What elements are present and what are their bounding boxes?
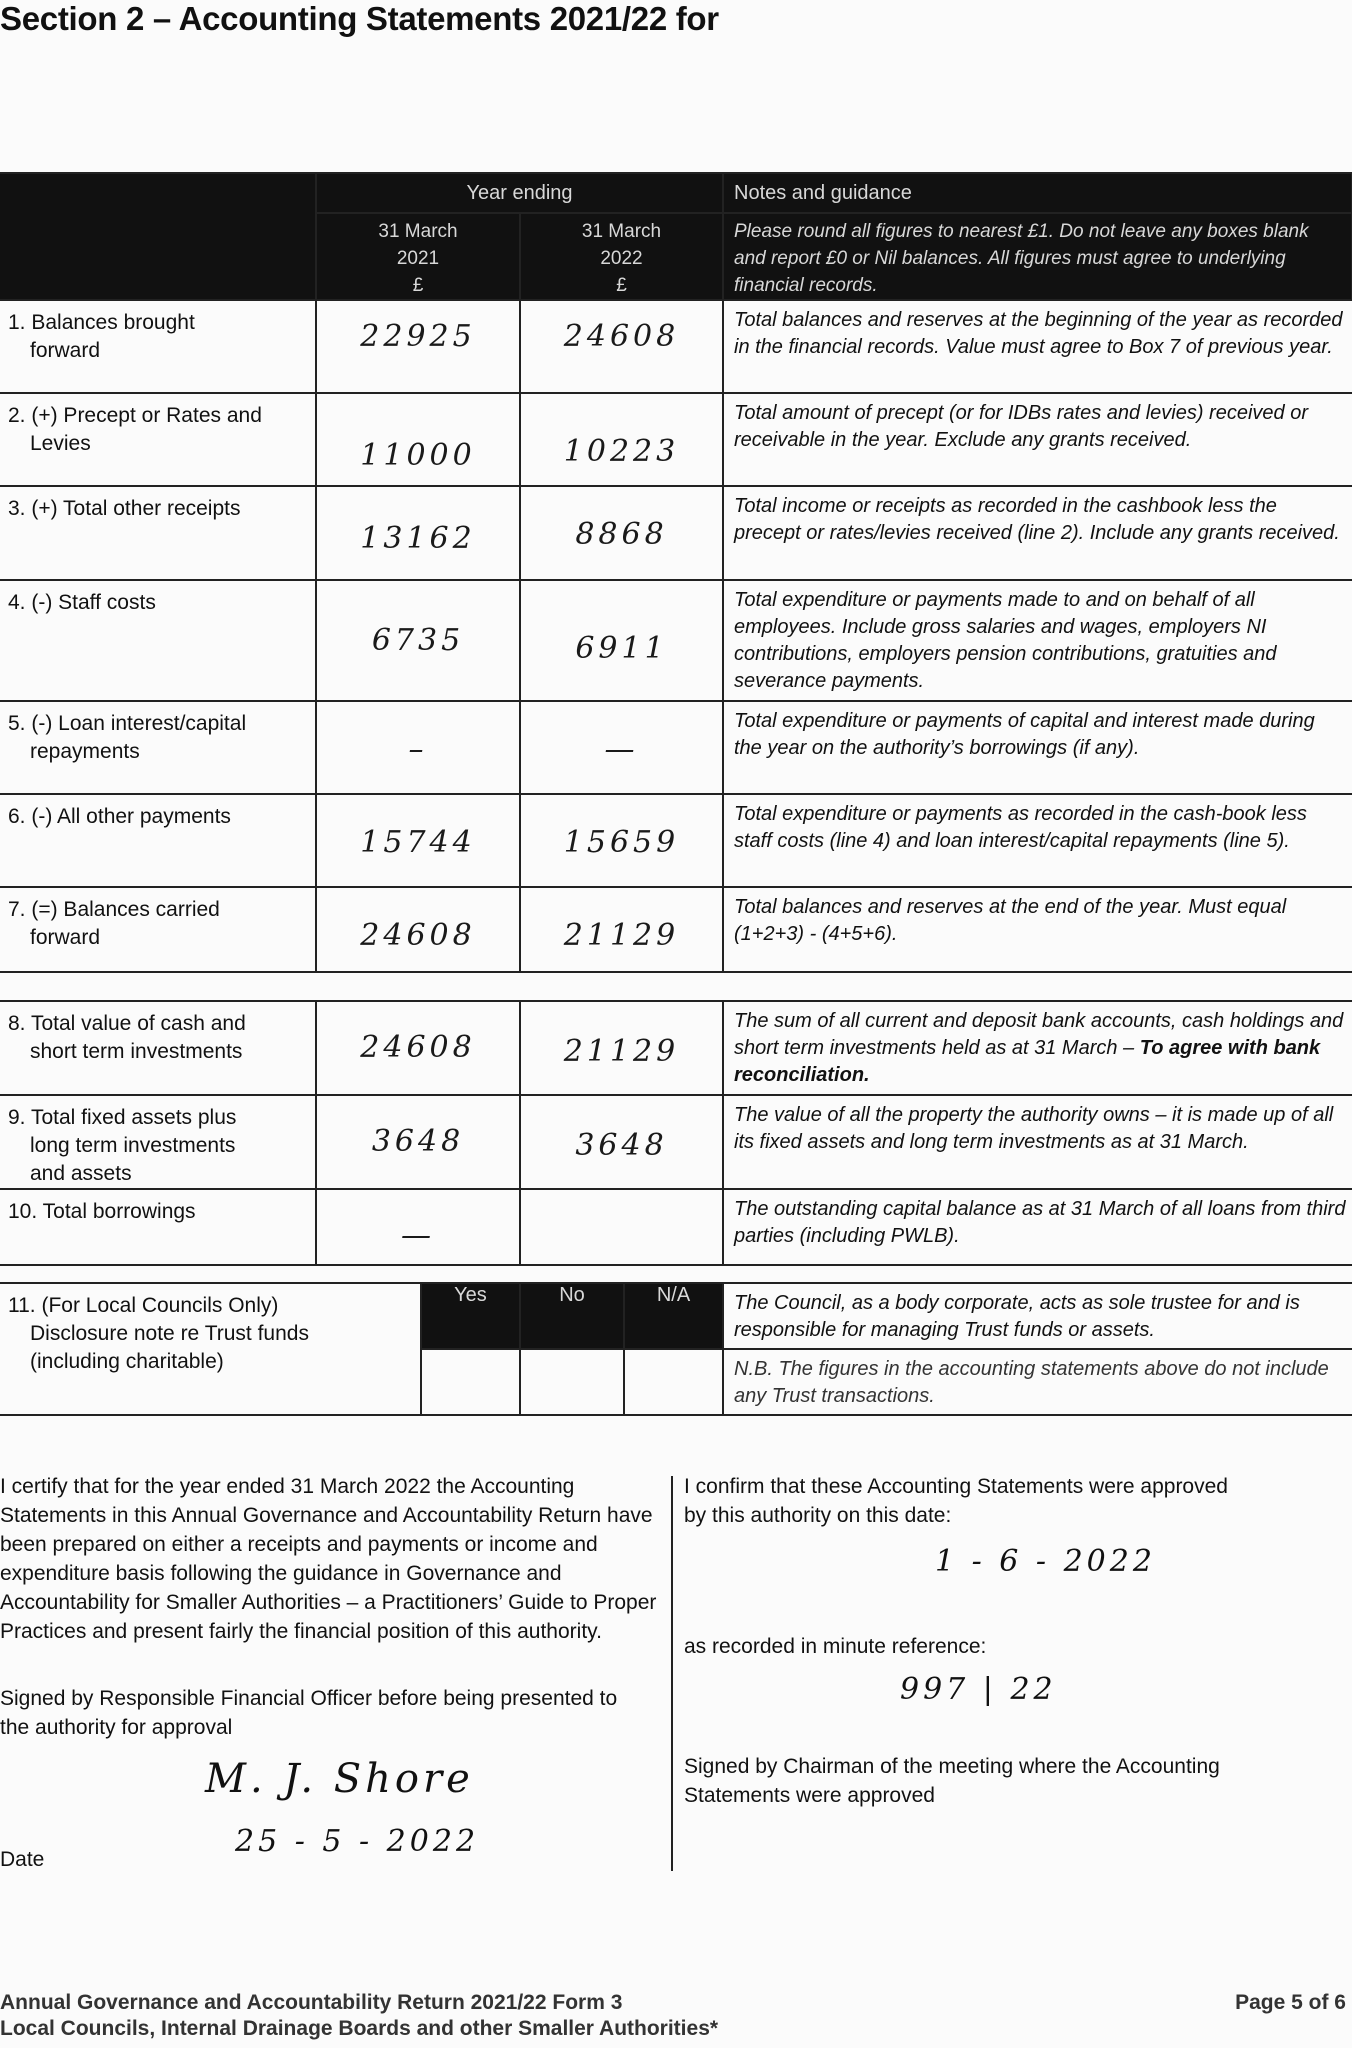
row-label: 1. Balances brought forward <box>0 300 316 393</box>
value-2021-cell[interactable] <box>316 1189 520 1265</box>
value-2021: 6735 <box>371 623 465 658</box>
row-note: Total expenditure or payments of capital and interest made during the year on the authority’s borrowings (if any). <box>723 701 1352 794</box>
value-2021-cell[interactable] <box>316 1001 520 1095</box>
value-2021-cell[interactable] <box>316 580 520 701</box>
guidance-text: Please round all figures to nearest £1. Do not leave any boxes blank and report £0 or Nil balances. All figures must agree to underlying financial records. <box>723 213 1352 300</box>
value-2022: 8868 <box>575 517 668 552</box>
row-note: Total amount of precept (or for IDBs rates and levies) received or receivable in the year. Exclude any grants received. <box>723 393 1352 486</box>
value-2022: 6911 <box>575 631 668 666</box>
header-blank <box>0 173 316 300</box>
value-2022: — <box>604 732 639 767</box>
rfo-signature: M. J. Shore <box>205 1756 474 1802</box>
value-2021-cell[interactable] <box>316 701 520 794</box>
value-2021: 13162 <box>360 521 476 556</box>
value-2022: 3648 <box>575 1128 668 1163</box>
no-header: No <box>520 1283 624 1349</box>
footer-line2: Local Councils, Internal Drainage Boards and other Smaller Authorities* <box>0 2017 719 2040</box>
value-2022: 15659 <box>563 825 680 860</box>
value-2021-cell[interactable] <box>316 393 520 486</box>
row-label: 4. (-) Staff costs <box>0 580 316 701</box>
col-2022-header: 31 March 2022 £ <box>520 213 723 300</box>
value-2021: 3648 <box>371 1124 465 1159</box>
minute-value: 997 | 22 <box>900 1672 1057 1707</box>
value-2022-cell[interactable] <box>520 794 723 887</box>
col-2021-header: 31 March 2021 £ <box>316 213 520 300</box>
yes-header: Yes <box>421 1283 520 1349</box>
trust-funds-table <box>0 1282 1352 1416</box>
value-2021-cell[interactable] <box>316 486 520 580</box>
statement-row <box>0 701 1352 794</box>
certify-signed-text: Signed by Responsible Financial Officer before being presented to the authority for approval <box>0 1687 618 1739</box>
date-label: Date <box>0 1848 45 1871</box>
value-2021: 15744 <box>360 825 476 860</box>
na-header: N/A <box>624 1283 723 1349</box>
value-2021: — <box>401 1218 435 1253</box>
value-2022-cell[interactable] <box>520 1095 723 1189</box>
row11-note1: The Council, as a body corporate, acts as sole trustee for and is responsible for managing Trust funds or assets. <box>723 1283 1352 1349</box>
year-ending-header: Year ending <box>316 173 723 213</box>
note-emphasis: To agree with bank reconciliation. <box>734 1037 1321 1086</box>
minute-label: as recorded in minute reference: <box>684 1635 987 1658</box>
statement-row <box>0 300 1352 393</box>
statement-row <box>0 887 1352 972</box>
value-2022-cell[interactable] <box>520 701 723 794</box>
row11-note2: N.B. The figures in the accounting statements above do not include any Trust transactions. <box>723 1349 1352 1415</box>
assets-row <box>0 1189 1352 1265</box>
value-2022-cell[interactable] <box>520 887 723 972</box>
statement-row <box>0 393 1352 486</box>
value-2022: 21129 <box>563 1034 680 1069</box>
value-2022-cell[interactable] <box>520 580 723 701</box>
assets-row <box>0 1001 1352 1095</box>
value-2021-cell[interactable] <box>316 794 520 887</box>
assets-table <box>0 1000 1352 1266</box>
value-2022: 24608 <box>563 319 680 354</box>
value-2021: 24608 <box>360 918 476 953</box>
footer-line1: Annual Governance and Accountability Return 2021/22 Form 3 <box>0 1991 623 2014</box>
certify-text: I certify that for the year ended 31 March 2022 the Accounting Statements in this Annual Governance and Accountability Return have been prepared on either a receipts and payments or income and expenditure basis following the guidance in Governance and Accountability for Smaller Authorities – a Practitioners’ Guide to Proper Practices and present fairly the financial position of this authority. <box>0 1475 657 1643</box>
notes-header: Notes and guidance <box>723 173 1352 213</box>
row-label: 3. (+) Total other receipts <box>0 486 316 580</box>
row-label: 7. (=) Balances carried forward <box>0 887 316 972</box>
assets-row <box>0 1095 1352 1189</box>
value-2022-cell[interactable] <box>520 300 723 393</box>
yes-checkbox[interactable] <box>421 1349 520 1415</box>
footer <box>0 1990 1352 2040</box>
row-note: Total expenditure or payments as recorded in the cash-book less staff costs (line 4) and loan interest/capital repayments (line 5). <box>723 794 1352 887</box>
page-number: Page 5 of 6 <box>1235 1991 1346 2014</box>
na-checkbox[interactable] <box>624 1349 723 1415</box>
page-title: Section 2 – Accounting Statements 2021/22 for <box>0 0 719 37</box>
value-2021: 24608 <box>360 1030 476 1065</box>
row-label: 5. (-) Loan interest/capital repayments <box>0 701 316 794</box>
row-label: 9. Total fixed assets plus long term investments and assets <box>0 1095 316 1189</box>
value-2021-cell[interactable] <box>316 1095 520 1189</box>
row-label: 2. (+) Precept or Rates and Levies <box>0 393 316 486</box>
section-divider <box>671 1476 673 1871</box>
chairman-signed-text: Signed by Chairman of the meeting where the Accounting Statements were approved <box>684 1755 1220 1807</box>
confirm-text: I confirm that these Accounting Statements were approved by this authority on this date: <box>684 1475 1228 1527</box>
value-2021-cell[interactable] <box>316 300 520 393</box>
row-note: Total balances and reserves at the beginning of the year as recorded in the financial records. Value must agree to Box 7 of previous year. <box>723 300 1352 393</box>
statement-row <box>0 794 1352 887</box>
row-label: 6. (-) All other payments <box>0 794 316 887</box>
value-2021: 11000 <box>360 438 476 473</box>
value-2021: 22925 <box>360 319 476 354</box>
rfo-date-value: 25 - 5 - 2022 <box>235 1824 480 1859</box>
row-note: The value of all the property the authority owns – it is made up of all its fixed assets and long term investments as at 31 March. <box>723 1095 1352 1189</box>
row-note: The outstanding capital balance as at 31 March of all loans from third parties (including PWLB). <box>723 1189 1352 1265</box>
value-2022-cell[interactable] <box>520 393 723 486</box>
row-note: Total expenditure or payments made to and on behalf of all employees. Include gross salaries and wages, employers NI contributions, employers pension contributions, gratuities and severance payments. <box>723 580 1352 701</box>
statement-row <box>0 580 1352 701</box>
row-note: Total balances and reserves at the end of the year. Must equal (1+2+3) - (4+5+6). <box>723 887 1352 972</box>
statement-row <box>0 486 1352 580</box>
no-checkbox[interactable] <box>520 1349 624 1415</box>
row-note: Total income or receipts as recorded in the cashbook less the precept or rates/levies received (line 2). Include any grants received. <box>723 486 1352 580</box>
value-2022-cell[interactable] <box>520 1189 723 1265</box>
row-label: 8. Total value of cash and short term investments <box>0 1001 316 1095</box>
row-label: 10. Total borrowings <box>0 1189 316 1265</box>
approval-date-value: 1 - 6 - 2022 <box>935 1544 1156 1579</box>
value-2021-cell[interactable] <box>316 887 520 972</box>
value-2022-cell[interactable] <box>520 1001 723 1095</box>
row-note: The sum of all current and deposit bank accounts, cash holdings and short term investments held as at 31 March – To agree with bank reconciliation. <box>723 1001 1352 1095</box>
value-2021: – <box>408 732 428 767</box>
value-2022-cell[interactable] <box>520 486 723 580</box>
accounting-statements-table <box>0 172 1352 973</box>
value-2022: 21129 <box>563 918 680 953</box>
value-2022: 10223 <box>563 434 680 469</box>
row11-label: 11. (For Local Councils Only) Disclosure note re Trust funds (including charitable) <box>0 1283 421 1415</box>
